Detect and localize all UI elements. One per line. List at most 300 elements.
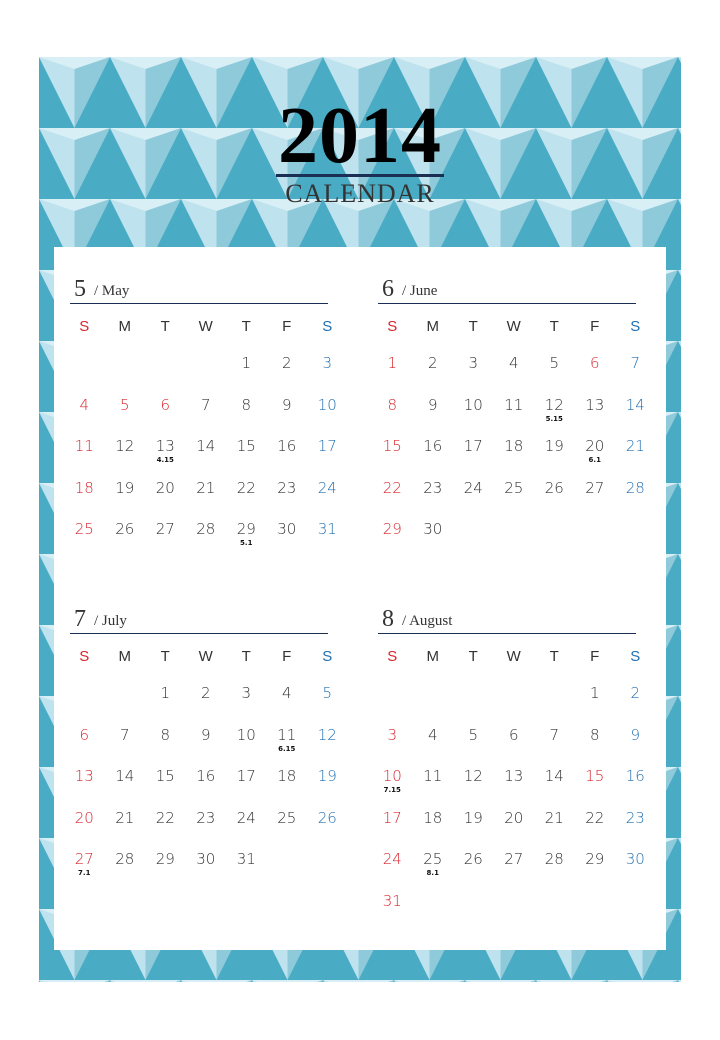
day-number: 4 bbox=[427, 725, 438, 744]
day-cell bbox=[105, 725, 146, 767]
day-number: 23 bbox=[625, 808, 645, 827]
day-number: 14 bbox=[196, 437, 216, 455]
month-name: / August bbox=[402, 613, 453, 629]
day-number: 18 bbox=[277, 767, 297, 785]
day-cell bbox=[64, 808, 105, 850]
day-cell bbox=[494, 436, 535, 478]
day-number: 1 bbox=[241, 354, 252, 372]
month-number: 6 bbox=[382, 276, 394, 302]
day-cell bbox=[494, 353, 535, 395]
day-number: 28 bbox=[625, 478, 645, 497]
day-cell bbox=[145, 849, 186, 891]
pattern-triangle-top bbox=[394, 980, 465, 982]
day-cell bbox=[226, 519, 267, 561]
day-number: 13 bbox=[74, 767, 94, 785]
day-cell bbox=[226, 395, 267, 437]
day-number: 5 bbox=[322, 684, 333, 702]
day-cell bbox=[534, 353, 575, 395]
day-cell bbox=[145, 766, 186, 808]
day-cell bbox=[413, 519, 454, 561]
weekday-label: S bbox=[79, 648, 90, 665]
day-cell bbox=[186, 478, 227, 520]
day-cell bbox=[615, 478, 656, 520]
weekday-label: S bbox=[387, 318, 398, 335]
day-cell bbox=[267, 725, 308, 767]
day-cell bbox=[307, 519, 348, 561]
day-cell bbox=[145, 808, 186, 850]
day-number: 25 bbox=[504, 478, 524, 497]
day-number: 26 bbox=[463, 850, 483, 868]
weekday-label: S bbox=[630, 648, 641, 665]
day-number: 9 bbox=[427, 395, 438, 414]
day-number: 28 bbox=[544, 850, 564, 868]
day-cell bbox=[226, 808, 267, 850]
weekday-label: S bbox=[387, 648, 398, 665]
weekday-label: T bbox=[549, 648, 559, 665]
day-cell bbox=[307, 436, 348, 478]
day-number: 2 bbox=[200, 684, 211, 702]
day-cell bbox=[575, 353, 616, 395]
pattern-triangle-top bbox=[607, 980, 678, 982]
day-number: 4 bbox=[79, 395, 90, 414]
day-cell bbox=[372, 353, 413, 395]
day-cell bbox=[267, 519, 308, 561]
day-cell bbox=[615, 395, 656, 437]
weekday-label: M bbox=[426, 648, 439, 665]
day-number: 28 bbox=[115, 850, 135, 868]
day-number: 19 bbox=[115, 478, 135, 497]
day-number: 2 bbox=[427, 354, 438, 372]
weekday-label: T bbox=[160, 318, 170, 335]
day-number: 29 bbox=[155, 850, 175, 868]
day-cell bbox=[372, 849, 413, 891]
weekday-header bbox=[64, 648, 334, 670]
day-number: 6 bbox=[160, 395, 171, 414]
day-cell bbox=[534, 808, 575, 850]
day-cell bbox=[105, 808, 146, 850]
weekday-label: W bbox=[198, 648, 213, 665]
day-cell bbox=[575, 683, 616, 725]
month-may bbox=[64, 275, 337, 561]
day-number: 20 bbox=[74, 808, 94, 827]
day-cell bbox=[413, 436, 454, 478]
day-number: 25 bbox=[277, 808, 297, 827]
day-number: 27 bbox=[504, 850, 524, 868]
day-cell bbox=[575, 725, 616, 767]
day-cell bbox=[372, 808, 413, 850]
day-cell bbox=[307, 766, 348, 808]
day-cell bbox=[145, 519, 186, 561]
day-number: 3 bbox=[468, 354, 479, 372]
month-number: 5 bbox=[74, 276, 86, 302]
day-number: 11 bbox=[277, 725, 297, 744]
weekday-label: F bbox=[590, 648, 600, 665]
day-cell bbox=[453, 808, 494, 850]
day-number: 22 bbox=[236, 478, 256, 497]
day-cell bbox=[453, 766, 494, 808]
day-number: 7 bbox=[200, 395, 211, 414]
day-note: 5.15 bbox=[545, 414, 563, 423]
day-number: 15 bbox=[585, 767, 605, 785]
day-cell bbox=[186, 725, 227, 767]
day-cell bbox=[534, 478, 575, 520]
day-number: 12 bbox=[463, 767, 483, 785]
day-number: 1 bbox=[387, 354, 398, 372]
day-number: 29 bbox=[236, 520, 256, 538]
day-number: 24 bbox=[236, 808, 256, 827]
day-cell bbox=[494, 725, 535, 767]
day-cell bbox=[307, 808, 348, 850]
day-number: 9 bbox=[630, 725, 641, 744]
weekday-label: T bbox=[468, 318, 478, 335]
day-number: 25 bbox=[74, 520, 94, 538]
month-header bbox=[70, 275, 328, 304]
day-cell bbox=[64, 519, 105, 561]
day-cell bbox=[372, 891, 413, 933]
day-cell bbox=[372, 519, 413, 561]
day-number: 11 bbox=[74, 437, 94, 455]
day-number: 7 bbox=[630, 354, 641, 372]
day-number: 22 bbox=[382, 478, 402, 497]
weekday-header bbox=[372, 648, 642, 670]
year-title: 2014 bbox=[278, 92, 442, 180]
month-august bbox=[372, 605, 645, 932]
day-number: 11 bbox=[423, 767, 443, 785]
day-number: 6 bbox=[589, 354, 600, 372]
day-cell bbox=[64, 478, 105, 520]
day-number: 22 bbox=[585, 808, 605, 827]
title-block bbox=[0, 92, 720, 209]
month-name: / July bbox=[94, 613, 127, 629]
day-cell bbox=[145, 683, 186, 725]
day-cell bbox=[372, 766, 413, 808]
day-cell bbox=[226, 683, 267, 725]
day-cell bbox=[413, 478, 454, 520]
day-cell bbox=[267, 478, 308, 520]
day-cell bbox=[307, 353, 348, 395]
day-cell bbox=[494, 808, 535, 850]
day-cell bbox=[615, 353, 656, 395]
day-cell bbox=[575, 808, 616, 850]
day-number: 6 bbox=[79, 725, 90, 744]
day-cell bbox=[615, 436, 656, 478]
calendar-subtitle: CALENDAR bbox=[285, 179, 435, 208]
day-cell bbox=[145, 395, 186, 437]
day-cell bbox=[307, 683, 348, 725]
month-header bbox=[378, 275, 636, 304]
day-cell bbox=[575, 849, 616, 891]
weekday-label: T bbox=[468, 648, 478, 665]
weekday-header bbox=[64, 318, 334, 340]
weekday-label: T bbox=[549, 318, 559, 335]
day-number: 10 bbox=[463, 395, 483, 414]
day-note: 7.15 bbox=[383, 786, 401, 794]
day-number: 16 bbox=[277, 437, 297, 455]
day-number: 7 bbox=[549, 725, 560, 744]
weekday-label: S bbox=[322, 318, 333, 335]
day-cell bbox=[105, 436, 146, 478]
day-number: 8 bbox=[241, 395, 252, 414]
pattern-triangle-top bbox=[39, 980, 110, 982]
day-cell bbox=[226, 849, 267, 891]
day-cell bbox=[307, 395, 348, 437]
day-number: 24 bbox=[317, 478, 337, 497]
day-note: 6.1 bbox=[588, 456, 601, 464]
day-cell bbox=[267, 683, 308, 725]
day-number: 5 bbox=[468, 725, 479, 744]
month-name: / June bbox=[402, 283, 438, 299]
day-cell bbox=[494, 766, 535, 808]
day-cell bbox=[372, 436, 413, 478]
day-number: 26 bbox=[317, 808, 337, 827]
day-grid bbox=[372, 683, 645, 932]
day-cell bbox=[494, 849, 535, 891]
day-number: 9 bbox=[200, 725, 211, 744]
day-number: 21 bbox=[196, 478, 216, 497]
day-cell bbox=[105, 395, 146, 437]
day-number: 23 bbox=[423, 478, 443, 497]
day-number: 24 bbox=[382, 850, 402, 868]
day-grid bbox=[64, 353, 337, 561]
weekday-label: S bbox=[322, 648, 333, 665]
weekday-label: W bbox=[506, 648, 521, 665]
day-cell bbox=[186, 808, 227, 850]
day-number: 10 bbox=[236, 725, 256, 744]
day-cell bbox=[453, 436, 494, 478]
month-name: / May bbox=[94, 283, 130, 299]
day-number: 3 bbox=[241, 684, 252, 702]
day-number: 16 bbox=[196, 767, 216, 785]
day-cell bbox=[307, 725, 348, 767]
day-number: 20 bbox=[504, 808, 524, 827]
weekday-label: S bbox=[630, 318, 641, 335]
day-cell bbox=[413, 395, 454, 437]
day-note: 4.15 bbox=[156, 456, 174, 464]
day-cell bbox=[494, 478, 535, 520]
day-cell bbox=[534, 766, 575, 808]
day-number: 14 bbox=[544, 767, 564, 785]
day-number: 15 bbox=[155, 767, 175, 785]
day-cell bbox=[267, 766, 308, 808]
day-cell bbox=[186, 436, 227, 478]
day-number: 31 bbox=[382, 891, 402, 910]
day-number: 8 bbox=[387, 395, 398, 414]
pattern-triangle-top bbox=[252, 980, 323, 982]
month-header bbox=[378, 605, 636, 634]
day-cell bbox=[105, 478, 146, 520]
day-number: 18 bbox=[504, 437, 524, 455]
day-cell bbox=[145, 725, 186, 767]
weekday-label: M bbox=[426, 318, 439, 335]
day-number: 15 bbox=[236, 437, 256, 455]
month-july bbox=[64, 605, 337, 891]
day-cell bbox=[186, 849, 227, 891]
day-number: 30 bbox=[196, 850, 216, 868]
day-number: 22 bbox=[155, 808, 175, 827]
weekday-label: T bbox=[241, 318, 251, 335]
day-number: 31 bbox=[236, 850, 256, 868]
day-number: 7 bbox=[119, 725, 130, 744]
day-number: 27 bbox=[155, 520, 175, 538]
day-number: 19 bbox=[317, 767, 337, 785]
day-number: 4 bbox=[508, 354, 519, 372]
day-cell bbox=[186, 766, 227, 808]
day-cell bbox=[186, 519, 227, 561]
day-number: 2 bbox=[281, 354, 292, 372]
day-cell bbox=[186, 683, 227, 725]
day-cell bbox=[615, 808, 656, 850]
day-number: 24 bbox=[463, 478, 483, 497]
day-cell bbox=[413, 766, 454, 808]
day-number: 1 bbox=[589, 684, 600, 702]
day-cell bbox=[453, 725, 494, 767]
pattern-triangle-top bbox=[181, 980, 252, 982]
day-number: 8 bbox=[589, 725, 600, 744]
day-cell bbox=[372, 478, 413, 520]
day-number: 17 bbox=[236, 767, 256, 785]
day-cell bbox=[64, 849, 105, 891]
weekday-label: F bbox=[282, 648, 292, 665]
day-cell bbox=[105, 519, 146, 561]
day-number: 26 bbox=[115, 520, 135, 538]
day-number: 16 bbox=[423, 437, 443, 455]
weekday-label: M bbox=[118, 648, 131, 665]
day-cell bbox=[226, 478, 267, 520]
day-number: 16 bbox=[625, 767, 645, 785]
pattern-triangle-top bbox=[465, 980, 536, 982]
day-number: 1 bbox=[160, 684, 171, 702]
day-cell bbox=[453, 353, 494, 395]
day-number: 27 bbox=[74, 850, 94, 868]
day-number: 6 bbox=[508, 725, 519, 744]
month-june bbox=[372, 275, 645, 561]
calendar-panel bbox=[54, 247, 666, 950]
day-number: 29 bbox=[585, 850, 605, 868]
day-cell bbox=[615, 849, 656, 891]
day-cell bbox=[372, 395, 413, 437]
weekday-header bbox=[372, 318, 642, 340]
day-cell bbox=[534, 395, 575, 437]
day-number: 14 bbox=[625, 395, 645, 414]
day-cell bbox=[267, 436, 308, 478]
day-number: 30 bbox=[277, 520, 297, 538]
day-cell bbox=[575, 478, 616, 520]
day-cell bbox=[615, 725, 656, 767]
day-cell bbox=[575, 436, 616, 478]
pattern-triangle-top bbox=[110, 980, 181, 982]
day-cell bbox=[267, 395, 308, 437]
day-number: 3 bbox=[322, 354, 333, 372]
day-cell bbox=[453, 478, 494, 520]
day-number: 19 bbox=[463, 808, 483, 827]
day-number: 17 bbox=[382, 808, 402, 827]
day-number: 10 bbox=[317, 395, 337, 414]
day-number: 9 bbox=[281, 395, 292, 414]
day-cell bbox=[105, 849, 146, 891]
day-number: 18 bbox=[423, 808, 443, 827]
day-number: 17 bbox=[317, 437, 337, 455]
day-note: 6.15 bbox=[278, 744, 296, 753]
day-cell bbox=[534, 436, 575, 478]
weekday-label: T bbox=[241, 648, 251, 665]
day-note: 7.1 bbox=[78, 869, 91, 877]
day-number: 12 bbox=[544, 395, 564, 414]
day-number: 23 bbox=[277, 478, 297, 497]
weekday-label: W bbox=[506, 318, 521, 335]
weekday-label: F bbox=[282, 318, 292, 335]
day-number: 30 bbox=[625, 850, 645, 868]
day-grid bbox=[372, 353, 645, 561]
day-number: 13 bbox=[504, 767, 524, 785]
day-number: 3 bbox=[387, 725, 398, 744]
day-number: 30 bbox=[423, 520, 443, 538]
day-number: 21 bbox=[625, 437, 645, 455]
day-cell bbox=[186, 395, 227, 437]
day-cell bbox=[64, 766, 105, 808]
month-number: 7 bbox=[74, 606, 86, 632]
day-cell bbox=[267, 353, 308, 395]
day-cell bbox=[413, 725, 454, 767]
weekday-label: F bbox=[590, 318, 600, 335]
day-number: 5 bbox=[119, 395, 130, 414]
day-cell bbox=[413, 353, 454, 395]
day-cell bbox=[226, 353, 267, 395]
day-cell bbox=[145, 436, 186, 478]
day-number: 13 bbox=[585, 395, 605, 414]
day-cell bbox=[453, 849, 494, 891]
day-cell bbox=[615, 683, 656, 725]
day-cell bbox=[413, 849, 454, 891]
day-number: 29 bbox=[382, 520, 402, 538]
day-number: 12 bbox=[317, 725, 337, 744]
day-number: 27 bbox=[585, 478, 605, 497]
day-cell bbox=[267, 808, 308, 850]
day-number: 21 bbox=[115, 808, 135, 827]
weekday-label: M bbox=[118, 318, 131, 335]
day-number: 14 bbox=[115, 767, 135, 785]
day-cell bbox=[105, 766, 146, 808]
day-cell bbox=[534, 849, 575, 891]
day-number: 12 bbox=[115, 437, 135, 455]
weekday-label: W bbox=[198, 318, 213, 335]
day-cell bbox=[413, 808, 454, 850]
pattern-triangle-top bbox=[536, 980, 607, 982]
day-number: 20 bbox=[155, 478, 175, 497]
day-number: 26 bbox=[544, 478, 564, 497]
month-header bbox=[70, 605, 328, 634]
weekday-label: S bbox=[79, 318, 90, 335]
day-number: 11 bbox=[504, 395, 524, 414]
day-cell bbox=[453, 395, 494, 437]
day-number: 15 bbox=[382, 437, 402, 455]
day-note: 5.1 bbox=[240, 539, 253, 547]
day-number: 8 bbox=[160, 725, 171, 744]
day-cell bbox=[226, 725, 267, 767]
day-number: 13 bbox=[155, 437, 175, 455]
day-cell bbox=[534, 725, 575, 767]
day-cell bbox=[64, 725, 105, 767]
day-cell bbox=[307, 478, 348, 520]
day-number: 20 bbox=[585, 437, 605, 455]
day-number: 23 bbox=[196, 808, 216, 827]
day-number: 18 bbox=[74, 478, 94, 497]
day-cell bbox=[64, 395, 105, 437]
day-grid bbox=[64, 683, 337, 891]
day-cell bbox=[372, 725, 413, 767]
pattern-triangle-top bbox=[323, 980, 394, 982]
day-cell bbox=[64, 436, 105, 478]
day-number: 28 bbox=[196, 520, 216, 538]
